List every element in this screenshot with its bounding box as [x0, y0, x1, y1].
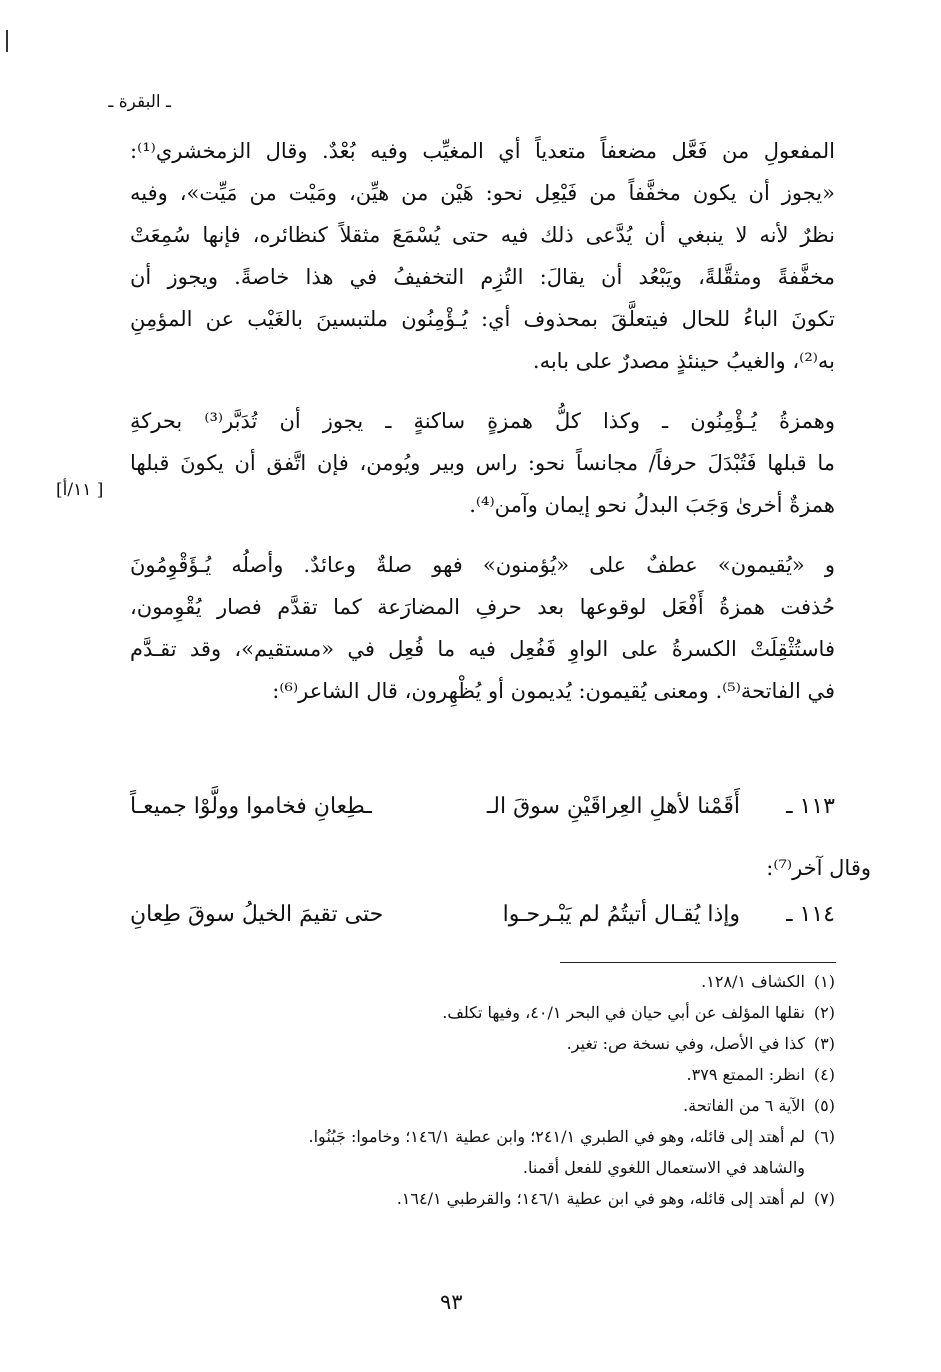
verse-113 — [130, 786, 835, 828]
footnote — [130, 1183, 835, 1214]
footnote — [130, 1121, 835, 1152]
footnote-marker: (٤) — [813, 1065, 835, 1084]
footnote-marker: (٧) — [813, 1189, 835, 1208]
text-line: فاستُثْقِلَتْ الكسرةُ على الواوِ فَفُعِل فيه ما فُعِل في «مستقيم»، وقد تقـدَّم — [130, 637, 835, 661]
footnotes — [130, 966, 835, 1214]
footnote — [130, 1028, 835, 1059]
footnote-marker: (١) — [813, 972, 835, 991]
footnote-text: لم أهتد إلى قائله، وهو في ابن عطية ١٤٦/١؛ والقرطبي ١٦٤/١. — [396, 1189, 805, 1208]
text-line: «يجوز أن يكون مخفَّفاً من فَيْعِل نحو: هَيْن من هيِّن، ومَيْت من مَيِّت»، وفيه — [130, 181, 835, 205]
footnote-text: نقلها المؤلف عن أبي حيان في البحر ٤٠/١، وفيها تكلف. — [442, 1003, 805, 1022]
text-line: تكونَ الباءُ للحال فيتعلَّقَ بمحذوف أي: يُـؤْمِنُون ملتبسينَ بالغَيْب عن المؤمِنِ — [130, 307, 835, 331]
text-line: نظرٌ لأنه لا ينبغي أن يُدَّعى ذلك فيه حتى يُسْمَعَ مثقلاً كنظائره، فإنها سُمِعَتْ — [130, 223, 835, 247]
text-line: المفعولِ من فَعَّل مضعفاً متعدياً أي المغيِّب وفيه بُعْدٌ. وقال الزمخشري⁽¹⁾: — [130, 139, 835, 163]
verse-second-hemistich: ـطِعانِ فخاموا وولَّوْا جميعـاً — [130, 794, 372, 819]
footnote-marker: (٦) — [813, 1127, 835, 1146]
footnote-separator — [560, 962, 836, 963]
text-line: في الفاتحة⁽⁵⁾. ومعنى يُقيمون: يُديمون أو يُظْهِرون، قال الشاعر⁽⁶⁾: — [272, 679, 835, 703]
footnote — [130, 1059, 835, 1090]
footnote — [130, 966, 835, 997]
page-number: ٩٣ — [440, 1290, 463, 1314]
verse-first-hemistich: أَقَمْنا لأهلِ العِراقَيْنِ سوقَ الـ — [486, 794, 740, 819]
text-line: و «يُقيمون» عطفٌ على «يُؤمنون» فهو صلةٌ وعائدٌ. وأصلُه يُـؤَقْوِمُونَ — [130, 553, 835, 577]
text-line: همزةٌ أخرىٰ وَجَبَ البدلُ نحو إيمان وآمن⁽⁴⁾. — [469, 493, 835, 517]
footnote-text: الكشاف ١٢٨/١. — [701, 972, 805, 991]
body-text — [130, 130, 835, 712]
text-line: مخفَّفةً ومثقَّلةً، ويَبْعُد أن يقالَ: التُزِم التخفيفُ في هذا خاصةً. ويجوز أن — [130, 265, 835, 289]
running-head: ـ البقرة ـ — [108, 92, 171, 112]
verse-second-hemistich: حتى تقيمَ الخيلُ سوقَ طِعانِ — [130, 902, 384, 927]
footnote-text: كذا في الأصل، وفي نسخة ص: تغير. — [566, 1034, 805, 1053]
footnote — [130, 1090, 835, 1121]
verse-number: ١١٤ ـ — [786, 902, 835, 927]
text-line: وهمزةُ يُـؤْمِنُون ـ وكذا كلُّ همزةٍ ساكنةٍ ـ يجوز أن تُدَبَّر⁽³⁾ بحركةِ — [130, 409, 835, 433]
footnote-marker: (٢) — [813, 1003, 835, 1022]
footnote-marker: (٣) — [813, 1034, 835, 1053]
footnote-marker: (٥) — [813, 1096, 835, 1115]
verse-114 — [130, 894, 835, 936]
text-line: به⁽²⁾، والغيبُ حينئذٍ مصدرٌ على بابه. — [532, 349, 835, 373]
footnote — [130, 997, 835, 1028]
scan-edge-mark — [6, 30, 8, 52]
verse-intro: وقال آخر⁽⁷⁾: — [766, 856, 871, 880]
footnote-continuation: والشاهد في الاستعمال اللغوي للفعل أقمنا. — [522, 1158, 805, 1177]
footnote-text: الآية ٦ من الفاتحة. — [683, 1096, 805, 1115]
footnote-text: انظر: الممتع ٣٧٩. — [686, 1065, 805, 1084]
verse-number: ١١٣ ـ — [786, 794, 835, 819]
text-line: حُذفت همزةُ أَفْعَل لوقوعها بعد حرفِ المضارَعة كما تقدَّم فصار يُقْوِمون، — [130, 595, 835, 619]
verse-first-hemistich: وإذا يُقـال أتيتُمُ لم يَبْـرحـوا — [502, 902, 740, 927]
footnote-text: لم أهتد إلى قائله، وهو في الطبري ٢٤١/١؛ وابن عطية ١٤٦/١؛ وخاموا: جَبُنُوا. — [308, 1127, 805, 1146]
margin-folio-reference: [ ١١/أ] — [56, 480, 104, 500]
text-line: ما قبلها فَتُبْدَلَ حرفاً/ مجانساً نحو: راس وبير ويُومن، فإن اتَّفق أن يكونَ قبلها — [130, 451, 835, 475]
